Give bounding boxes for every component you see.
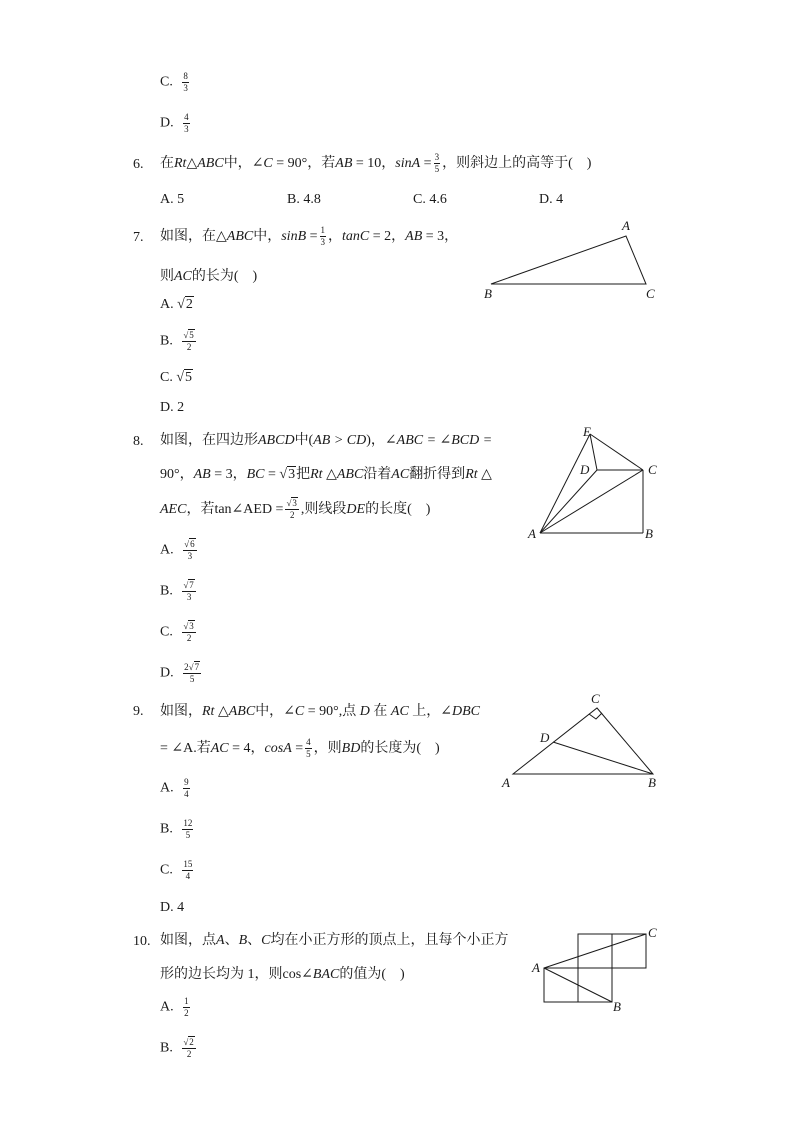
text: = 90°，若 — [276, 156, 336, 171]
option-label: C. — [413, 192, 426, 207]
label-d: D — [540, 730, 550, 745]
q10-stem-line2 — [160, 963, 405, 983]
q6-number: 6. — [133, 157, 144, 172]
text: ,则线段 — [300, 502, 347, 517]
text: 的长度( ) — [365, 502, 431, 517]
q8-option-b[interactable] — [160, 581, 198, 602]
text: = 10， — [355, 156, 396, 171]
text: = — [423, 156, 432, 171]
text: 如图，在四边形 — [160, 433, 258, 448]
label-a: A — [528, 526, 536, 541]
text: 均在小正方形的顶点上，且每个小正方 — [270, 933, 509, 948]
segment-bd — [553, 742, 653, 774]
fraction: $\frac{√7}{3}$ — [183, 580, 194, 602]
q8-stem-line1 — [160, 429, 492, 449]
text: 的长度为( ) — [360, 741, 440, 756]
math: AB — [193, 467, 211, 482]
text: 如图，点 — [160, 933, 216, 948]
triangle-abc — [491, 236, 646, 284]
option-value: 4 — [556, 192, 564, 207]
option-label: D. — [160, 400, 174, 415]
q8-option-a[interactable] — [160, 540, 199, 561]
option-label: A. — [160, 542, 174, 558]
math: AC — [391, 467, 410, 482]
q10-stem-line1 — [160, 929, 508, 949]
q9-number: 9. — [133, 704, 144, 719]
text: )， — [366, 433, 385, 448]
segment-ac — [544, 934, 646, 968]
math: ∠ABC = ∠BCD = — [384, 433, 493, 448]
text: = — [268, 467, 276, 482]
q8-stem-line2: 90°，AB = 3，BC = √3把Rt △ABC沿着AC翻折得到Rt △ — [160, 467, 492, 482]
q9-stem-line2 — [160, 737, 440, 759]
math: △ — [186, 156, 198, 171]
option-label: B. — [160, 821, 173, 837]
label-a: A — [532, 960, 540, 975]
math: Rt — [174, 156, 187, 171]
label-c: C — [648, 925, 657, 940]
math: ABC — [336, 467, 364, 482]
label-c: C — [648, 462, 657, 477]
math: B — [238, 933, 248, 948]
radicand: 3 — [288, 467, 296, 482]
fraction: $\frac{4}{5}$ — [306, 737, 311, 760]
radicand: 5 — [185, 370, 193, 385]
math: C — [261, 933, 271, 948]
math: ABC — [226, 229, 254, 244]
text: △ — [217, 704, 229, 719]
option-label: D. — [160, 115, 174, 131]
q6-option-c[interactable] — [413, 192, 447, 208]
radicand: 2 — [185, 297, 193, 312]
fraction: $\frac{√3}{2}$ — [286, 498, 297, 521]
text: 则 — [160, 269, 174, 284]
fraction: $\frac{√2}{2}$ — [183, 1037, 194, 1059]
fraction: $\frac{√5}{2}$ — [183, 330, 194, 352]
text: 中( — [294, 433, 314, 448]
option-label: A. — [160, 192, 174, 207]
text: ， — [328, 229, 343, 244]
q8-stem-line3 — [160, 498, 430, 520]
fraction: $\frac{8}{3}$ — [183, 71, 188, 93]
text: ，则斜边上的高等于( ) — [442, 156, 592, 171]
option-label: C. — [160, 862, 173, 878]
q8-figure-quadrilateral — [520, 422, 670, 546]
option-label: B. — [160, 333, 173, 349]
option-value: 4 — [177, 900, 185, 915]
text: 中， — [255, 704, 284, 719]
segment-ec — [590, 434, 643, 470]
fraction: $\frac{9}{4}$ — [184, 777, 189, 799]
right-angle-mark — [589, 713, 602, 719]
segment-ed — [590, 434, 597, 470]
q7-stem-line2 — [160, 265, 257, 285]
text: 形的边长均为 1，则cos∠ — [160, 967, 313, 982]
text: 如图， — [160, 704, 202, 719]
q6-stem — [160, 152, 591, 174]
text: 、 — [247, 933, 262, 948]
math: BAC — [312, 967, 340, 982]
text: = — [309, 229, 318, 244]
label-a: A — [622, 218, 630, 233]
q10-option-a[interactable] — [160, 997, 192, 1018]
math: BD — [341, 741, 361, 756]
text: = 3， — [214, 467, 247, 482]
label-b: B — [645, 526, 653, 541]
text: 翻折得到 — [409, 467, 466, 482]
text: 如图，在△ — [160, 229, 227, 244]
text: ，则 — [313, 741, 342, 756]
q10-option-b[interactable] — [160, 1038, 198, 1059]
fraction: $\frac{√6}{3}$ — [184, 539, 195, 561]
math: sinA — [395, 156, 421, 171]
math: BC — [246, 467, 265, 482]
q7-option-c[interactable]: C. √5 — [160, 370, 193, 385]
fraction: $\frac{4}{3}$ — [184, 112, 189, 134]
text: △ — [481, 467, 492, 482]
text: 、 — [224, 933, 239, 948]
math: AC — [390, 704, 409, 719]
option-label: A. — [160, 999, 174, 1015]
math: Rt — [310, 467, 323, 482]
text: △ — [326, 467, 337, 482]
math: ∠DBC — [440, 704, 481, 719]
fraction: $\frac{1}{2}$ — [184, 996, 189, 1018]
fraction: $\frac{2√7}{5}$ — [184, 662, 200, 684]
q5-option-c[interactable] — [160, 72, 191, 93]
fraction: $\frac{12}{5}$ — [183, 818, 193, 840]
label-b: B — [484, 286, 492, 301]
q6-option-b[interactable] — [287, 192, 321, 208]
q8-option-d[interactable] — [160, 663, 203, 684]
q6-option-a[interactable] — [160, 192, 184, 208]
q7-number: 7. — [133, 230, 144, 245]
option-value: 2 — [177, 400, 185, 415]
q8-option-c[interactable] — [160, 622, 198, 643]
math: AB — [335, 156, 353, 171]
text: 的值为( ) — [339, 967, 405, 982]
text: 把 — [296, 467, 311, 482]
option-label: C. — [160, 74, 173, 90]
option-label: C. — [160, 624, 173, 640]
text: = — [295, 741, 304, 756]
q7-option-d[interactable] — [160, 400, 184, 416]
math: AEC — [160, 502, 187, 517]
label-d: D — [580, 462, 590, 477]
math: ∠C — [283, 704, 305, 719]
text: = 4， — [232, 741, 265, 756]
option-label: D. — [160, 665, 174, 681]
option-label: B. — [287, 192, 300, 207]
option-value: 5 — [177, 192, 185, 207]
text: = 90°,点 — [307, 704, 357, 719]
q10-figure-grid — [528, 922, 668, 1014]
text: ，若tan∠AED = — [186, 502, 284, 517]
q10-number: 10. — [133, 934, 151, 949]
q9-figure-triangle — [495, 688, 665, 796]
math: Rt — [465, 467, 478, 482]
option-value: 4.6 — [429, 192, 447, 207]
option-label: A. — [160, 780, 174, 796]
math: AC — [210, 741, 229, 756]
triangle-abc — [513, 708, 653, 774]
text: 90°， — [160, 467, 194, 482]
math: sinB — [281, 229, 307, 244]
math: cosA — [264, 741, 292, 756]
label-c: C — [591, 691, 600, 706]
option-label: D. — [160, 900, 174, 915]
label-a: A — [502, 775, 510, 790]
text: 在 — [160, 156, 174, 171]
text: = 2， — [372, 229, 406, 244]
text: 中， — [223, 156, 252, 171]
math: ABCD — [258, 433, 295, 448]
math: Rt — [202, 704, 215, 719]
label-e: E — [583, 424, 591, 439]
label-b: B — [648, 775, 656, 790]
math: AB — [405, 229, 423, 244]
math: D — [359, 704, 370, 719]
text: 上， — [412, 704, 441, 719]
option-label: B. — [160, 583, 173, 599]
q9-option-a[interactable] — [160, 778, 192, 799]
option-label: A. — [160, 297, 174, 312]
q7-option-a[interactable]: A. √2 — [160, 297, 193, 312]
math: A — [216, 933, 225, 948]
option-label: D. — [539, 192, 553, 207]
math: ABC — [197, 156, 224, 171]
text: 在 — [373, 704, 388, 719]
q9-option-d[interactable] — [160, 900, 184, 916]
text: 沿着 — [363, 467, 392, 482]
q7-stem-line1 — [160, 225, 458, 247]
option-value: 4.8 — [303, 192, 321, 207]
option-label: B. — [160, 1040, 173, 1056]
segment-ad — [540, 470, 597, 533]
label-c: C — [646, 286, 655, 301]
fraction: $\frac{√3}{2}$ — [183, 621, 194, 643]
q9-option-b[interactable] — [160, 819, 195, 840]
q9-option-c[interactable] — [160, 860, 195, 881]
fraction: $\frac{3}{5}$ — [434, 152, 440, 175]
math: AC — [174, 269, 192, 284]
text: 中， — [253, 229, 282, 244]
q7-option-b[interactable] — [160, 331, 198, 352]
option-label: C. — [160, 370, 173, 385]
q5-option-d[interactable] — [160, 113, 192, 134]
math: DE — [346, 502, 366, 517]
fraction: $\frac{15}{4}$ — [183, 859, 193, 881]
q7-figure-triangle — [480, 214, 670, 306]
text: = 3， — [425, 229, 459, 244]
q8-number: 8. — [133, 434, 144, 449]
q9-stem-line1 — [160, 700, 480, 720]
label-b: B — [613, 999, 621, 1014]
math: tanC — [342, 229, 370, 244]
math: AB > CD — [313, 433, 367, 448]
text: = ∠A.若 — [160, 741, 211, 756]
q6-option-d[interactable] — [539, 192, 563, 208]
text: 的长为( ) — [191, 269, 258, 284]
fraction: $\frac{1}{3}$ — [320, 225, 326, 248]
math: ABC — [228, 704, 256, 719]
math: ∠C — [251, 156, 273, 171]
